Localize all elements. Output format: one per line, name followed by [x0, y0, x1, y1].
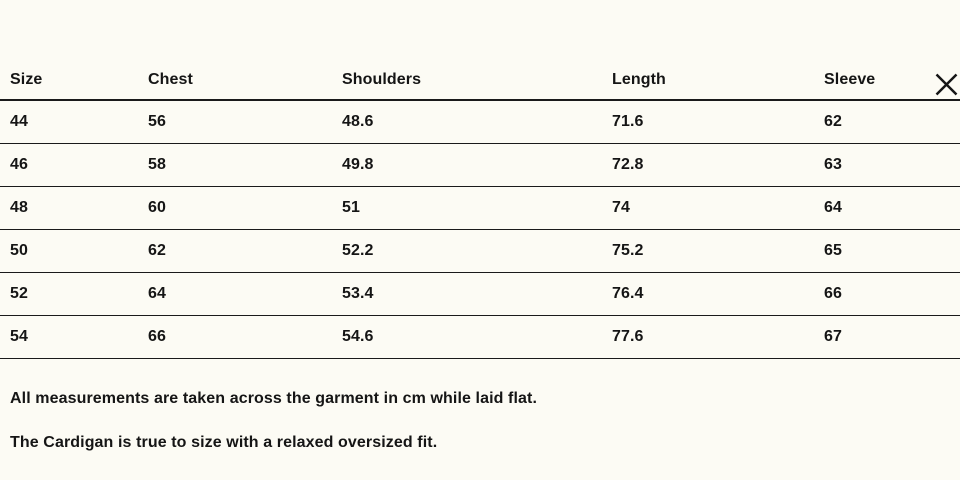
measurement-note: All measurements are taken across the garment in cm while laid flat. [10, 389, 537, 407]
cell-chest: 62 [148, 229, 342, 272]
cell-size: 52 [0, 272, 148, 315]
size-chart-table [0, 60, 960, 359]
cell-shoulders: 54.6 [342, 315, 612, 358]
cell-shoulders: 53.4 [342, 272, 612, 315]
fit-note: The Cardigan is true to size with a relaxed oversized fit. [10, 433, 438, 451]
cell-size: 48 [0, 186, 148, 229]
column-header-shoulders: Shoulders [342, 60, 612, 100]
table-row [0, 186, 960, 229]
close-icon [934, 72, 959, 97]
column-header-chest: Chest [148, 60, 342, 100]
cell-sleeve: 67 [824, 315, 960, 358]
cell-shoulders: 48.6 [342, 100, 612, 143]
table-row [0, 315, 960, 358]
cell-sleeve: 64 [824, 186, 960, 229]
cell-chest: 66 [148, 315, 342, 358]
cell-sleeve: 66 [824, 272, 960, 315]
cell-size: 46 [0, 143, 148, 186]
cell-sleeve: 65 [824, 229, 960, 272]
cell-length: 71.6 [612, 100, 824, 143]
cell-sleeve: 63 [824, 143, 960, 186]
cell-length: 76.4 [612, 272, 824, 315]
column-header-length: Length [612, 60, 824, 100]
cell-shoulders: 51 [342, 186, 612, 229]
table-row [0, 100, 960, 143]
cell-chest: 64 [148, 272, 342, 315]
table-header-row [0, 60, 960, 100]
cell-shoulders: 49.8 [342, 143, 612, 186]
table-row [0, 272, 960, 315]
footer-notes [0, 389, 960, 453]
column-header-size: Size [0, 60, 148, 100]
table-row [0, 229, 960, 272]
cell-length: 72.8 [612, 143, 824, 186]
table-row [0, 143, 960, 186]
cell-chest: 60 [148, 186, 342, 229]
cell-length: 77.6 [612, 315, 824, 358]
size-chart-modal [0, 60, 960, 453]
cell-length: 75.2 [612, 229, 824, 272]
close-button[interactable] [932, 70, 960, 98]
cell-length: 74 [612, 186, 824, 229]
cell-chest: 58 [148, 143, 342, 186]
cell-size: 44 [0, 100, 148, 143]
column-header-sleeve: Sleeve [824, 60, 960, 100]
cell-size: 54 [0, 315, 148, 358]
cell-shoulders: 52.2 [342, 229, 612, 272]
cell-sleeve: 62 [824, 100, 960, 143]
cell-chest: 56 [148, 100, 342, 143]
cell-size: 50 [0, 229, 148, 272]
